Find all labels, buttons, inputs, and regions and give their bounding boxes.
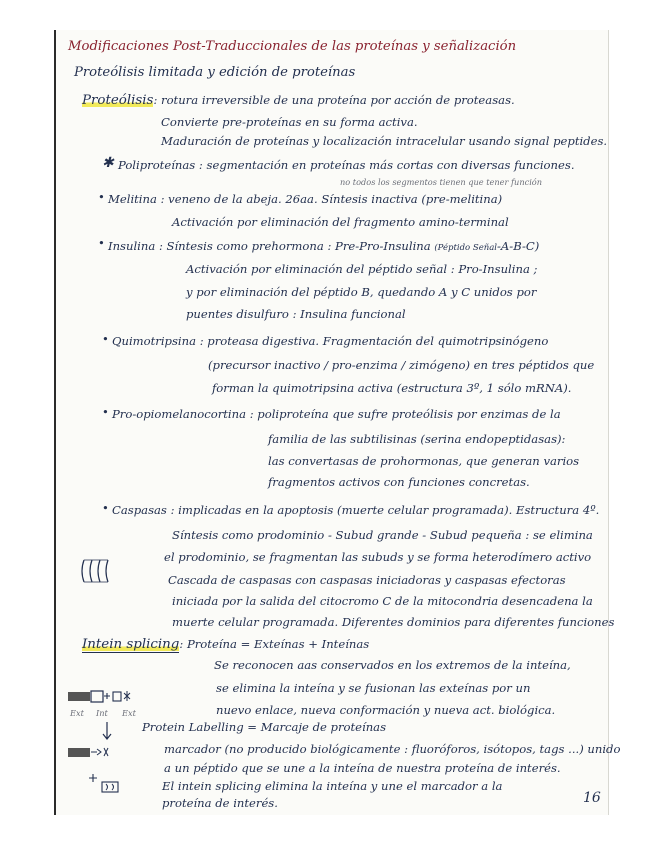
caspasas-line-5: iniciada por la salida del citocromo C de la mitocondria desencadena la [172,594,593,608]
labelling-line-3: a un péptido que se une a la inteína de nuestra proteína de interés. [164,761,561,775]
proteolisis-line-2: Convierte pre-proteínas en su forma activa. [161,115,418,129]
insulina-line-4: puentes disulfuro : Insulina funcional [186,307,406,321]
melitina-line-2: Activación por eliminación del fragmento amino-terminal [172,215,509,229]
insulina-peptide-note: (Péptido Señal [434,243,497,253]
caspasas-line-6: muerte celular programada. Diferentes dominios para diferentes funciones [172,615,615,629]
pomc-line-2: familia de las subtilisinas (serina endopeptidasas): [268,432,566,446]
insulina-chain-tail: -A-B-C) [497,239,540,253]
bullet-dot: • [102,332,109,346]
labelling-line-5: proteína de interés. [162,796,278,810]
quimotripsina-line-2: (precursor inactivo / pro-enzima / zimógeno) en tres péptidos que [208,358,595,372]
quimotripsina-line-1: Quimotripsina : proteasa digestiva. Fragmentación del quimotripsinógeno [112,334,549,348]
caspasas-line-4: Cascada de caspasas con caspasas iniciadoras y caspasas efectoras [168,573,566,587]
proteolisis-line-3: Maduración de proteínas y localización intracelular usando signal peptides. [161,134,608,148]
melitina-line-1: Melitina : veneno de la abeja. 26aa. Síntesis inactiva (pre-melitina) [108,192,503,206]
proteolisis-definition: : rotura irreversible de una proteína por acción de proteasas. [153,93,515,107]
bullet-dot: • [98,190,105,204]
intein-line-4: nuevo enlace, nueva conformación y nueva act. biológica. [216,703,556,717]
intein-diagram-label-int: Int [96,708,108,718]
pomc-line-4: fragmentos activos con funciones concretas. [268,475,530,489]
page-number: 16 [583,790,601,806]
pomc-line-1: Pro-opiomelanocortina : poliproteína que sufre proteólisis por enzimas de la [112,407,561,421]
proteolisis-term: Proteólisis [82,93,154,108]
page-title: Modificaciones Post-Traduccionales de las proteínas y señalización [68,39,517,54]
intein-line-1 [82,638,369,651]
intein-diagram-label-ext-2: Ext [122,708,136,718]
insulina-line-1 [108,241,539,253]
intein-definition: : Proteína = Exteínas + Inteínas [179,637,370,651]
labelling-line-4: El intein splicing elimina la inteína y une el marcador a la [162,779,503,793]
proteolisis-line-1 [82,94,515,107]
down-arrow-icon [102,722,112,742]
pomc-line-3: las convertasas de prohormonas, que generan varios [268,454,580,468]
poliproteinas-note: no todos los segmentos tienen que tener función [340,177,543,187]
intein-term: Intein splicing [82,637,180,652]
bullet-dot: • [102,405,109,419]
labelling-line-1: Protein Labelling = Marcaje de proteínas [142,720,387,734]
bullet-dot: • [102,501,109,515]
caspasas-line-3: el prodominio, se fragmentan las subuds y se forma heterodímero activo [164,550,592,564]
quimotripsina-line-3: forman la quimotripsina activa (estructura 3º, 1 sólo mRNA). [212,381,572,395]
insulina-line-2: Activación por eliminación del péptido señal : Pro-Insulina ; [186,262,538,276]
caspase-sketch [80,556,120,586]
caspasas-line-2: Síntesis como prodominio - Subud grande - Subud pequeña : se elimina [172,528,593,542]
intein-diagram [68,686,158,708]
star-bullet: ✱ [102,155,114,171]
intein-line-2: Se reconocen aas conservados en los extremos de la inteína, [214,658,571,672]
insulina-line-3: y por eliminación del péptido B, quedando A y C unidos por [186,285,537,299]
intein-diagram-label-ext-1: Ext [70,708,84,718]
bullet-dot: • [98,236,105,250]
insulina-text: Insulina : Síntesis como prehormona : Pre-Pro-Insulina [108,239,431,253]
poliproteinas-line-1: Poliproteínas : segmentación en proteínas más cortas con diversas funciones. [118,158,575,172]
labelling-line-2: marcador (no producido biológicamente : fluoróforos, isótopos, tags ...) unido [164,742,621,756]
subtitle: Proteólisis limitada y edición de proteínas [74,65,356,80]
caspasas-line-1: Caspasas : implicadas en la apoptosis (muerte celular programada). Estructura 4º. [112,503,600,517]
marker-peptide-sketch [90,772,130,794]
labelled-protein-sketch [68,746,118,760]
intein-line-3: se elimina la inteína y se fusionan las exteínas por un [216,681,531,695]
